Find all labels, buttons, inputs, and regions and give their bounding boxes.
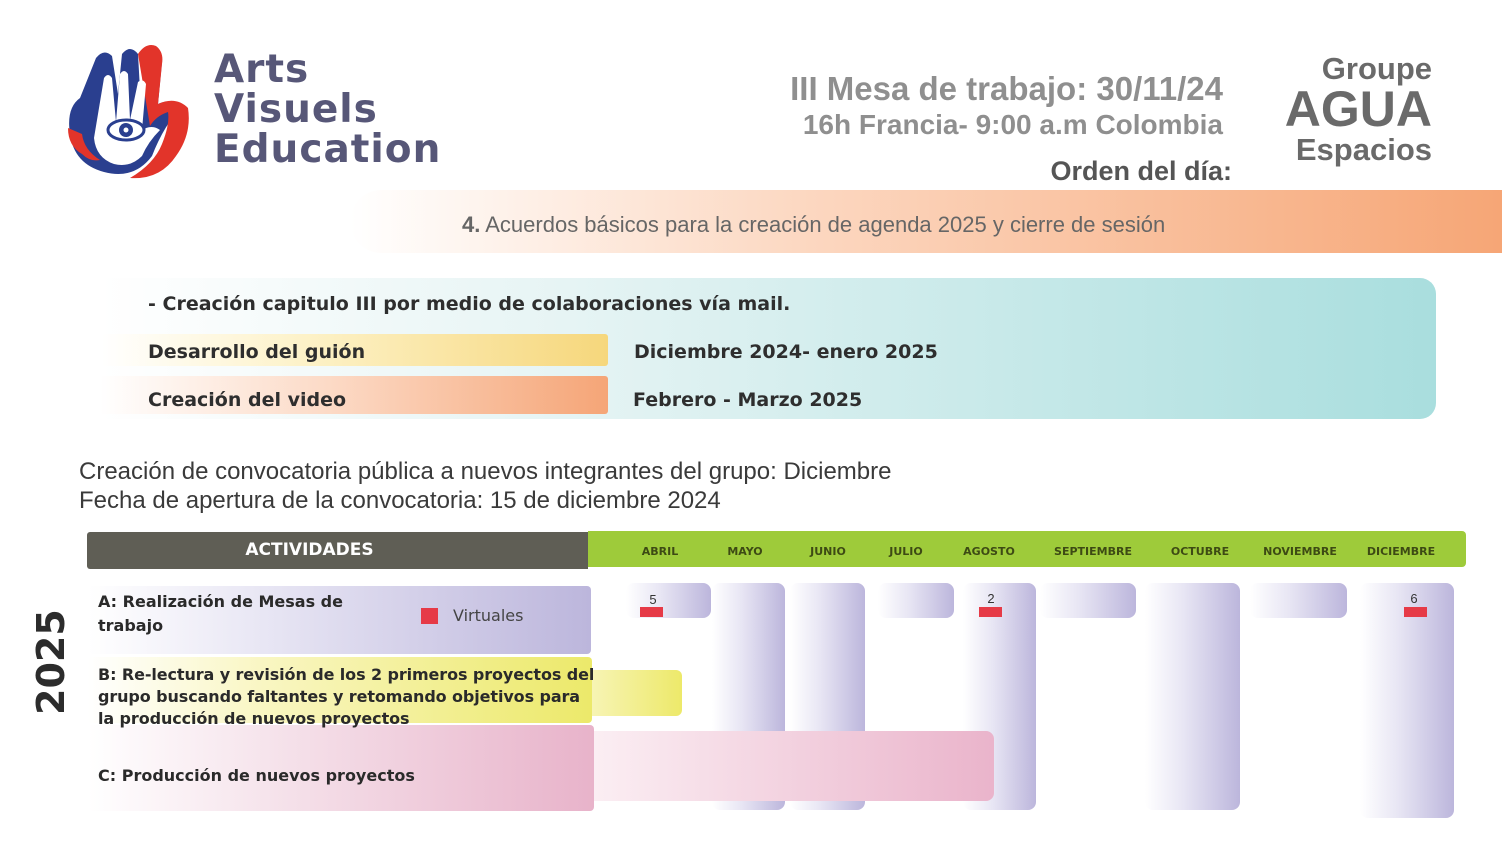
group-line-groupe: Groupe (1321, 51, 1432, 86)
virtual-legend-label: Virtuales (453, 606, 524, 625)
month-octubre: OCTUBRE (1170, 545, 1230, 558)
col-octubre (1145, 583, 1240, 810)
year-label: 2025 (29, 609, 73, 715)
collaboration-heading: - Creación capitulo III por medio de colaboraciones vía mail. (148, 293, 791, 315)
group-line-espacios: Espacios (1295, 132, 1432, 167)
agenda-item-number: 4. (462, 212, 481, 237)
col-septiembre (1040, 583, 1136, 618)
logo-brand-text (214, 47, 442, 172)
video-label: Creación del video (148, 389, 347, 411)
col-julio (878, 583, 954, 618)
arts-visuels-logo (60, 38, 200, 183)
group-name-block (1270, 52, 1432, 168)
col-diciembre (1360, 583, 1454, 818)
virtual-legend-swatch (421, 608, 438, 624)
activity-c-label: C: Producción de nuevos proyectos (98, 766, 415, 785)
video-date: Febrero - Marzo 2025 (633, 389, 863, 411)
month-diciembre: DICIEMBRE (1366, 545, 1436, 558)
activity-b-bar (592, 670, 682, 716)
col-abril (626, 583, 711, 618)
group-line-agua: AGUA (1284, 81, 1432, 137)
virtual-count-abril: 5 (649, 592, 657, 607)
month-abril: ABRIL (641, 545, 679, 558)
month-agosto: AGOSTO (963, 545, 1015, 558)
guion-date: Diciembre 2024- enero 2025 (634, 341, 938, 363)
month-septiembre: SEPTIEMBRE (1054, 545, 1132, 558)
agenda-item (462, 212, 1165, 238)
month-junio: JUNIO (810, 545, 846, 558)
agenda-label: Orden del día: (1050, 156, 1232, 186)
logo-eye-pupil (124, 128, 129, 133)
meeting-title: III Mesa de trabajo: 30/11/24 (790, 70, 1223, 107)
col-noviembre (1250, 583, 1347, 618)
month-mayo: MAYO (727, 545, 763, 558)
month-julio: JULIO (889, 545, 923, 558)
virtual-count-agosto: 2 (987, 591, 995, 606)
guion-label: Desarrollo del guión (148, 341, 366, 363)
virtual-count-diciembre: 6 (1410, 591, 1418, 606)
agenda-item-text: Acuerdos básicos para la creación de agenda 2025 y cierre de sesión (480, 212, 1166, 237)
activities-header-label: ACTIVIDADES (245, 540, 374, 560)
logo-line-education: Education (214, 127, 442, 172)
convocatoria-opening: Fecha de apertura de la convocatoria: 15 de diciembre 2024 (79, 487, 721, 514)
activity-b-label: B: Re-lectura y revisión de los 2 primeros proyectos del grupo buscando faltantes y retomando objetivos para la producción de nuevos proyectos (98, 665, 595, 728)
convocatoria-creation: Creación de convocatoria pública a nuevos integrantes del grupo: Diciembre (79, 458, 892, 485)
virtual-marker-diciembre (1404, 607, 1427, 617)
logo-line-visuels: Visuels (214, 87, 378, 132)
logo-line-arts: Arts (214, 47, 310, 92)
meeting-time: 16h Francia- 9:00 a.m Colombia (802, 109, 1223, 140)
virtual-marker-agosto (979, 607, 1002, 617)
virtual-marker-abril (640, 607, 663, 617)
activity-a-label: A: Realización de Mesas de trabajo (98, 592, 343, 635)
month-noviembre: NOVIEMBRE (1263, 545, 1337, 558)
activity-c-bar (594, 731, 994, 801)
